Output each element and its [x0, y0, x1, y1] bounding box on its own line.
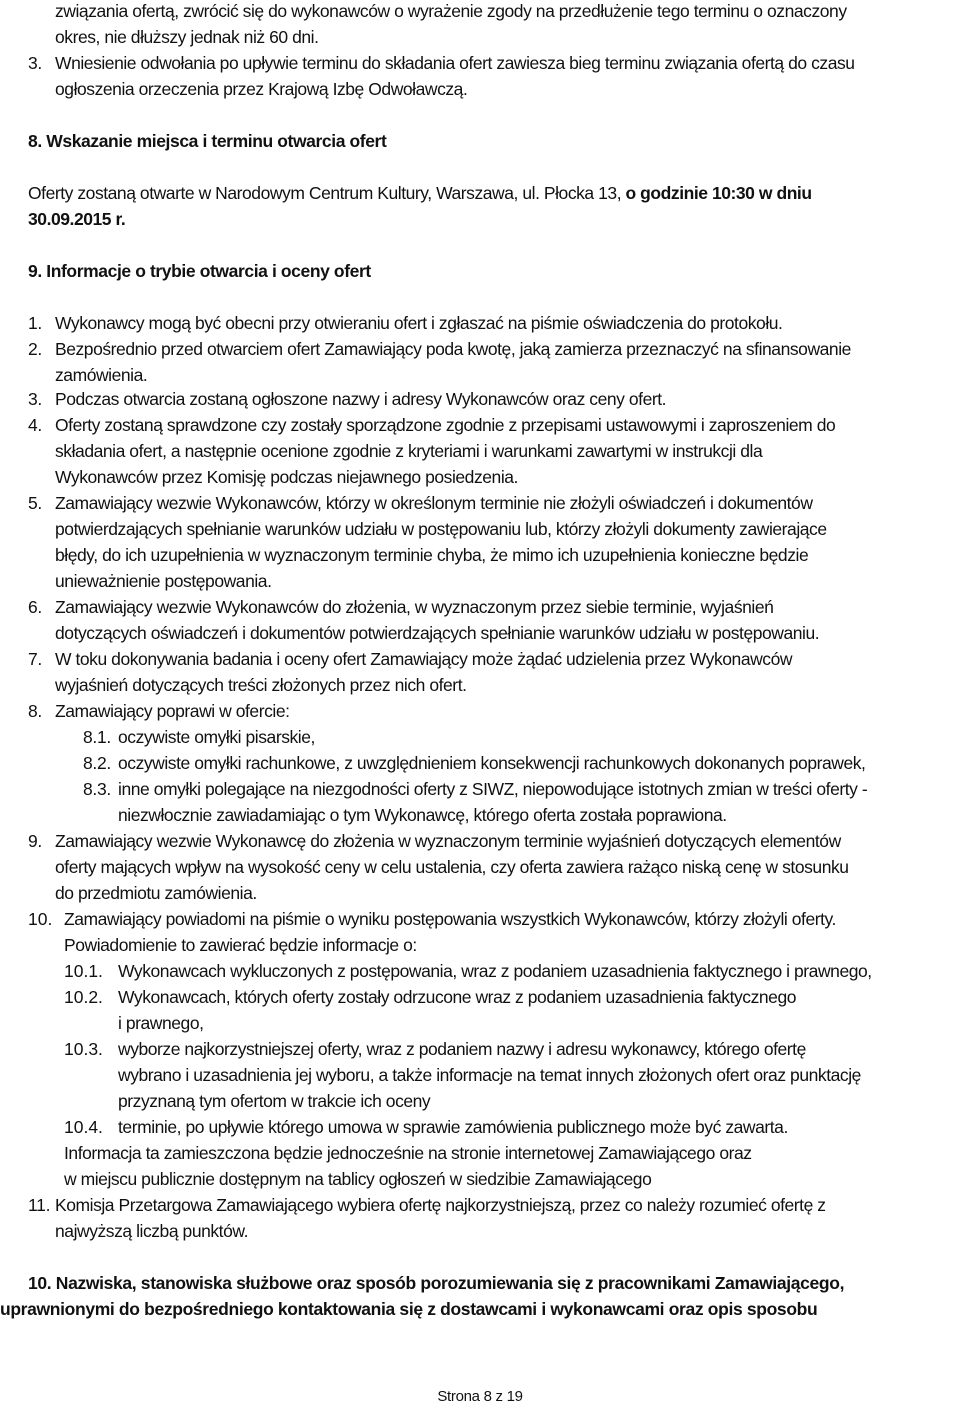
paragraph-line: Wniesienie odwołania po upływie terminu do składania ofert zawiesza bieg terminu związania ofertą do czasu [55, 53, 855, 73]
page-footer [0, 1384, 960, 1410]
list-item-line: oferty mających wpływ na wysokość ceny w celu ustalenia, czy oferta zawiera rażąco niską cenę w stosunku [55, 857, 849, 877]
list-item-line: Zamawiający wezwie Wykonawców, którzy w określonym terminie nie złożyli oświadczeń i dokumentów [55, 493, 813, 513]
list-item-line: Wykonawcy mogą być obecni przy otwieraniu ofert i zgłaszać na piśmie oświadczenia do protokołu. [55, 313, 783, 333]
list-item-line: Podczas otwarcia zostaną ogłoszone nazwy i adresy Wykonawców oraz ceny ofert. [55, 389, 667, 409]
paragraph-line: ogłoszenia orzeczenia przez Krajową Izbę Odwoławczą. [55, 79, 468, 99]
sublist-number: 10.4. [64, 1117, 103, 1137]
list-item-line: Zamawiający poprawi w ofercie: [55, 701, 290, 721]
list-item-line: Wykonawców przez Komisję podczas niejawnego posiedzenia. [55, 467, 518, 487]
footer-prefix: Strona [437, 1388, 484, 1405]
paragraph-bold-text: 30.09.2015 r. [28, 209, 126, 229]
paragraph-line: w miejscu publicznie dostępnym na tablicy ogłoszeń w siedzibie Zamawiającego [64, 1169, 652, 1189]
list-number: 11. [28, 1195, 51, 1215]
list-item-line: zamówienia. [55, 365, 148, 385]
list-item-line: Zamawiający powiadomi na piśmie o wyniku postępowania wszystkich Wykonawców, którzy złożyli oferty. [64, 909, 836, 929]
paragraph-line: związania ofertą, zwrócić się do wykonawców o wyrażenie zgody na przedłużenie tego terminu o oznaczony [55, 1, 847, 21]
section-heading: uprawnionymi do bezpośredniego kontaktowania się z dostawcami i wykonawcami oraz opis sposobu [0, 1299, 818, 1319]
sublist-item-line: wybrano i uzasadnienia jej wyboru, a także informacje na temat innych złożonych ofert oraz punktację [118, 1065, 861, 1085]
list-item-line: do przedmiotu zamówienia. [55, 883, 257, 903]
list-item-line: najwyższą liczbą punktów. [55, 1221, 249, 1241]
list-item-line: dotyczących oświadczeń i dokumentów potwierdzających spełnianie warunków udziału w postępowaniu. [55, 623, 820, 643]
paragraph-bold-text: o godzinie 10:30 w dniu [625, 183, 812, 203]
sublist-item-line: inne omyłki polegające na niezgodności oferty z SIWZ, niepowodujące istotnych zmian w treści oferty - [118, 779, 868, 799]
sublist-item-line: terminie, po upływie którego umowa w sprawie zamówienia publicznego może być zawarta. [118, 1117, 788, 1137]
paragraph-line [28, 180, 958, 206]
sublist-item-line: niezwłocznie zawiadamiając o tym Wykonawcę, którego oferta została poprawiona. [118, 805, 727, 825]
list-number: 2. [28, 339, 42, 359]
list-item-line: składania ofert, a następnie ocenione zgodnie z kryteriami i warunkami zawartymi w instrukcji dla [55, 441, 763, 461]
sublist-number: 8.2. [83, 753, 111, 773]
sublist-number: 10.1. [64, 961, 103, 981]
list-number: 7. [28, 649, 42, 669]
footer-page-number: 8 [483, 1388, 492, 1405]
list-item-line: Bezpośrednio przed otwarciem ofert Zamawiający poda kwotę, jaką zamierza przeznaczyć na sfinansowanie [55, 339, 851, 359]
list-item-line: potwierdzających spełnianie warunków udziału w postępowaniu lub, którzy złożyli dokumenty zawierające [55, 519, 827, 539]
sublist-item-line: Wykonawcach, których oferty zostały odrzucone wraz z podaniem uzasadnienia faktycznego [118, 987, 797, 1007]
paragraph-line: okres, nie dłuższy jednak niż 60 dni. [55, 27, 319, 47]
list-number: 8. [28, 701, 42, 721]
sublist-item-line: przyznaną tym ofertom w trakcie ich oceny [118, 1091, 431, 1111]
list-item-line: wyjaśnień dotyczących treści złożonych przez nich ofert. [55, 675, 467, 695]
list-number: 4. [28, 415, 42, 435]
list-item-line: Zamawiający wezwie Wykonawcę do złożenia w wyznaczonym terminie wyjaśnień dotyczących elementów [55, 831, 841, 851]
list-item-line: Oferty zostaną sprawdzone czy zostały sporządzone zgodnie z przepisami ustawowymi i zaproszeniem do [55, 415, 836, 435]
sublist-number: 10.2. [64, 987, 103, 1007]
sublist-number: 8.1. [83, 727, 111, 747]
list-number: 5. [28, 493, 42, 513]
sublist-item-line: i prawnego, [118, 1013, 204, 1033]
section-heading: 9. Informacje o trybie otwarcia i oceny ofert [28, 261, 371, 281]
list-item-line: Powiadomienie to zawierać będzie informacje o: [64, 935, 417, 955]
list-item-line: W toku dokonywania badania i oceny ofert Zamawiający może żądać udzielenia przez Wykonawców [55, 649, 793, 669]
list-item-line: Zamawiający wezwie Wykonawców do złożenia, w wyznaczonym przez siebie terminie, wyjaśnień [55, 597, 774, 617]
list-number: 3. [28, 53, 42, 73]
section-heading: 8. Wskazanie miejsca i terminu otwarcia ofert [28, 131, 387, 151]
list-number: 9. [28, 831, 42, 851]
sublist-number: 8.3. [83, 779, 111, 799]
sublist-item-line: oczywiste omyłki rachunkowe, z uwzględnieniem konsekwencji rachunkowych dokonanych poprawek, [118, 753, 866, 773]
sublist-item-line: oczywiste omyłki pisarskie, [118, 727, 315, 747]
list-item-line: Komisja Przetargowa Zamawiającego wybiera ofertę najkorzystniejszą, przez co należy rozumieć ofertę z [55, 1195, 826, 1215]
section-heading: 10. Nazwiska, stanowiska służbowe oraz sposób porozumiewania się z pracownikami Zamawiającego, [28, 1273, 845, 1293]
footer-middle: z [491, 1388, 507, 1405]
list-item-line: błędy, do ich uzupełnienia w wyznaczonym terminie chyba, że mimo ich uzupełnienia konieczne będzie [55, 545, 809, 565]
list-item-line: unieważnienie postępowania. [55, 571, 272, 591]
list-number: 1. [28, 313, 42, 333]
list-number: 3. [28, 389, 42, 409]
list-number: 10. [28, 909, 53, 929]
paragraph-line: Informacja ta zamieszczona będzie jednocześnie na stronie internetowej Zamawiającego oraz [64, 1143, 752, 1163]
footer-total-pages: 19 [506, 1388, 523, 1405]
list-number: 6. [28, 597, 42, 617]
sublist-item-line: Wykonawcach wykluczonych z postępowania, wraz z podaniem uzasadnienia faktycznego i prawnego, [118, 961, 872, 981]
paragraph-text: Oferty zostaną otwarte w Narodowym Centrum Kultury, Warszawa, ul. Płocka 13, [28, 183, 626, 203]
sublist-number: 10.3. [64, 1039, 103, 1059]
sublist-item-line: wyborze najkorzystniejszej oferty, wraz z podaniem nazwy i adresu wykonawcy, którego ofertę [118, 1039, 806, 1059]
